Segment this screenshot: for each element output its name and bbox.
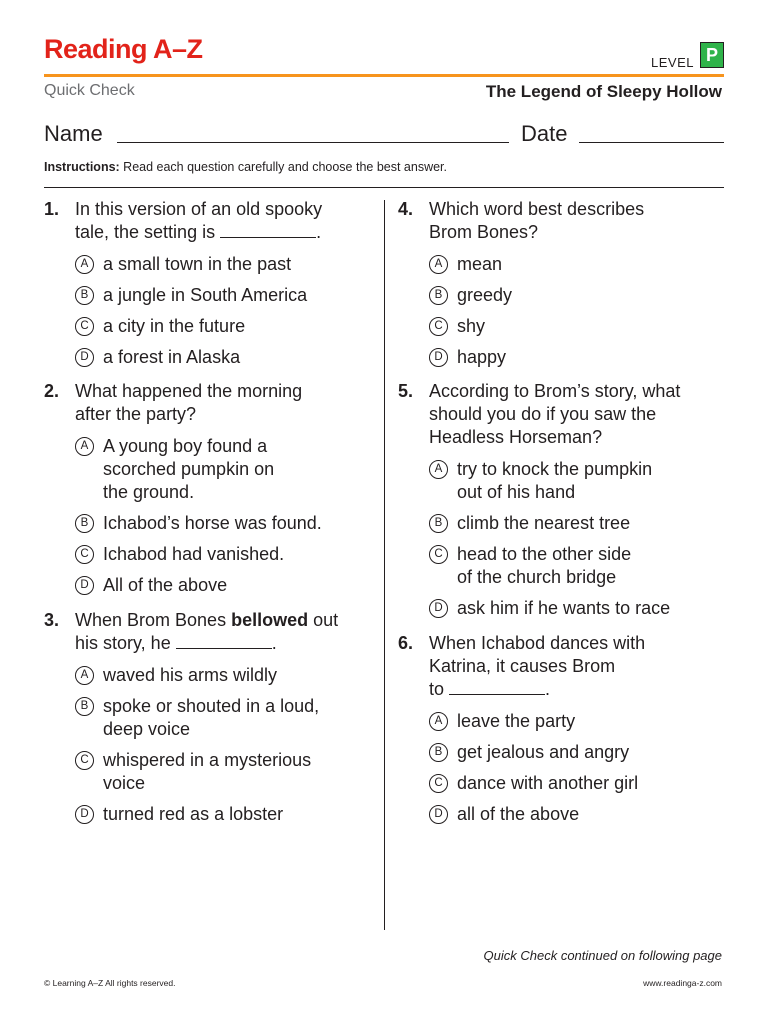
option-text: ask him if he wants to race bbox=[457, 598, 671, 618]
option-circle-icon: B bbox=[429, 743, 448, 762]
option-text: dance with another girl bbox=[457, 773, 639, 793]
question-suffix: . bbox=[316, 222, 322, 242]
section-label: Quick Check bbox=[44, 82, 135, 99]
option-text: Ichabod’s horse was found. bbox=[103, 513, 322, 533]
option-text: shy bbox=[457, 316, 486, 336]
answer-blank bbox=[176, 634, 272, 649]
question-text-line: after the party? bbox=[75, 404, 197, 424]
option-text: whispered in a mysterious bbox=[103, 750, 312, 770]
question-text-line: should you do if you saw the bbox=[429, 404, 657, 424]
question-number: 6. bbox=[398, 633, 414, 653]
question-text-line: According to Brom’s story, what bbox=[429, 381, 681, 401]
option-circle-icon: C bbox=[429, 317, 448, 336]
instructions-rule bbox=[44, 187, 724, 188]
question-text: When Brom Bones bbox=[75, 610, 232, 630]
date-label: Date bbox=[521, 121, 568, 146]
option-text: scorched pumpkin on bbox=[103, 459, 275, 479]
question-text-line: What happened the morning bbox=[75, 381, 303, 401]
question-text-line bbox=[429, 678, 550, 701]
question-number: 5. bbox=[398, 381, 414, 401]
copyright: © Learning A–Z All rights reserved. bbox=[44, 978, 176, 988]
option-text: a city in the future bbox=[103, 316, 246, 336]
question-text-line: Brom Bones? bbox=[429, 222, 539, 242]
option-circle-icon: D bbox=[75, 805, 94, 824]
option-text: all of the above bbox=[457, 804, 580, 824]
vocabulary-word: bellowed bbox=[231, 610, 309, 630]
option-text: spoke or shouted in a loud, bbox=[103, 696, 320, 716]
option-text: get jealous and angry bbox=[457, 742, 630, 762]
option-circle-icon: D bbox=[75, 576, 94, 595]
option-circle-icon: B bbox=[429, 514, 448, 533]
option-circle-icon: A bbox=[429, 712, 448, 731]
instructions bbox=[44, 160, 447, 174]
question-text-line: Katrina, it causes Brom bbox=[429, 656, 616, 676]
option-circle-icon: D bbox=[429, 599, 448, 618]
question-text: to bbox=[429, 679, 445, 699]
option-text: the ground. bbox=[103, 482, 195, 502]
option-circle-icon: C bbox=[429, 774, 448, 793]
option-circle-icon: C bbox=[429, 545, 448, 564]
question-text-line: Which word best describes bbox=[429, 199, 645, 219]
option-text: leave the party bbox=[457, 711, 576, 731]
question-number: 2. bbox=[44, 381, 60, 401]
option-text: a forest in Alaska bbox=[103, 347, 241, 367]
option-text: a small town in the past bbox=[103, 254, 292, 274]
option-text: turned red as a lobster bbox=[103, 804, 284, 824]
option-circle-icon: A bbox=[429, 460, 448, 479]
website-url: www.readinga-z.com bbox=[643, 978, 722, 988]
story-title: The Legend of Sleepy Hollow bbox=[485, 82, 722, 101]
option-circle-icon: A bbox=[75, 666, 94, 685]
option-circle-icon: A bbox=[429, 255, 448, 274]
question-text-line bbox=[75, 609, 338, 632]
question-text: out bbox=[308, 610, 339, 630]
option-text: mean bbox=[457, 254, 503, 274]
option-text: deep voice bbox=[103, 719, 191, 739]
option-text: out of his hand bbox=[457, 482, 576, 502]
option-text: Ichabod had vanished. bbox=[103, 544, 285, 564]
option-circle-icon: C bbox=[75, 751, 94, 770]
reading-az-logo: Reading A–Z bbox=[44, 34, 203, 64]
option-circle-icon: A bbox=[75, 437, 94, 456]
option-circle-icon: D bbox=[75, 348, 94, 367]
instructions-text: Read each question carefully and choose the best answer. bbox=[119, 160, 447, 174]
option-circle-icon: B bbox=[75, 514, 94, 533]
continued-note: Quick Check continued on following page bbox=[483, 948, 722, 963]
question-number: 3. bbox=[44, 610, 60, 630]
option-text: happy bbox=[457, 347, 507, 367]
option-circle-icon: B bbox=[75, 286, 94, 305]
option-text: a jungle in South America bbox=[103, 285, 308, 305]
question-text-line: Headless Horseman? bbox=[429, 427, 603, 447]
column-divider bbox=[384, 200, 385, 930]
question-suffix: . bbox=[545, 679, 551, 699]
option-circle-icon: C bbox=[75, 317, 94, 336]
question-text: tale, the setting is bbox=[75, 222, 216, 242]
option-circle-icon: D bbox=[429, 348, 448, 367]
option-text: climb the nearest tree bbox=[457, 513, 631, 533]
answer-blank bbox=[220, 223, 316, 238]
option-text: of the church bridge bbox=[457, 567, 617, 587]
option-circle-icon: D bbox=[429, 805, 448, 824]
name-label: Name bbox=[44, 121, 103, 146]
option-text: head to the other side bbox=[457, 544, 632, 564]
question-text-line: When Ichabod dances with bbox=[429, 633, 646, 653]
option-text: greedy bbox=[457, 285, 513, 305]
question-number: 4. bbox=[398, 199, 414, 219]
option-text: All of the above bbox=[103, 575, 228, 595]
question-text: his story, he bbox=[75, 633, 171, 653]
option-circle-icon: B bbox=[75, 697, 94, 716]
option-text: A young boy found a bbox=[103, 436, 268, 456]
option-text: try to knock the pumpkin bbox=[457, 459, 653, 479]
option-circle-icon: B bbox=[429, 286, 448, 305]
option-text: voice bbox=[103, 773, 146, 793]
header-rule bbox=[44, 74, 724, 77]
question-number: 1. bbox=[44, 199, 60, 219]
answer-blank bbox=[449, 680, 545, 695]
level-badge: P bbox=[700, 42, 724, 68]
option-circle-icon: C bbox=[75, 545, 94, 564]
option-text: waved his arms wildly bbox=[103, 665, 278, 685]
instructions-label: Instructions: bbox=[44, 160, 120, 174]
name-field-line[interactable] bbox=[117, 142, 509, 143]
date-field-line[interactable] bbox=[579, 142, 724, 143]
question-text-line bbox=[75, 632, 277, 655]
question-suffix: . bbox=[271, 633, 277, 653]
option-circle-icon: A bbox=[75, 255, 94, 274]
question-text-line bbox=[75, 221, 321, 244]
level-label: LEVEL bbox=[651, 55, 694, 70]
question-text-line: In this version of an old spooky bbox=[75, 199, 323, 219]
